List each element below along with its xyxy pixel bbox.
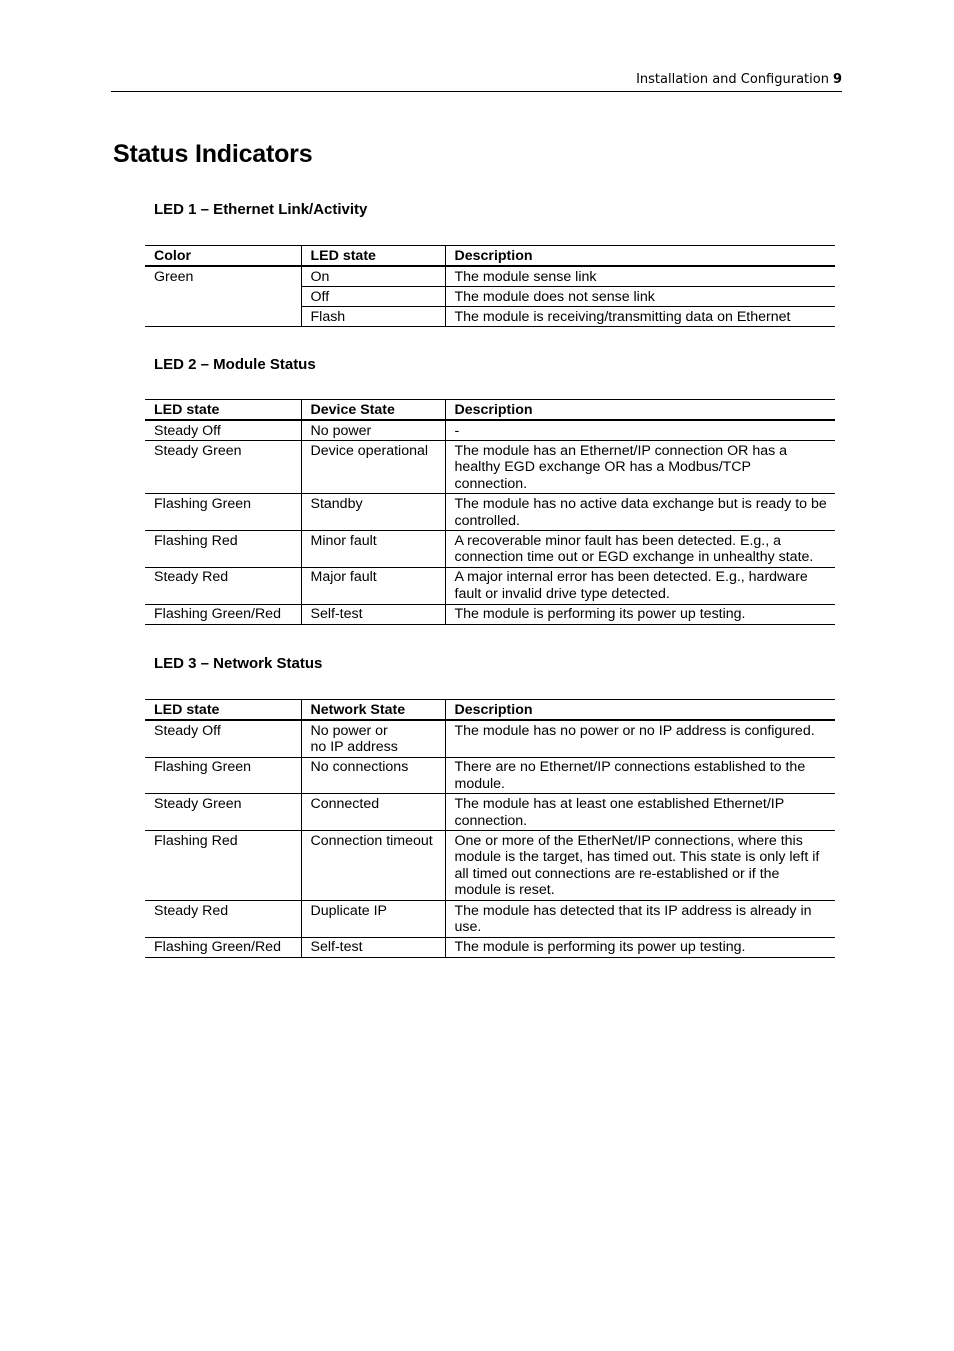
table-header-row bbox=[145, 246, 835, 267]
table-cell: Flashing Green bbox=[145, 494, 301, 531]
column-header: Network State bbox=[301, 700, 445, 721]
column-header: LED state bbox=[145, 700, 301, 721]
table-cell: Flashing Red bbox=[145, 831, 301, 901]
table-header-row bbox=[145, 400, 835, 421]
led1-table bbox=[145, 245, 835, 327]
led2-heading: LED 2 – Module Status bbox=[154, 356, 316, 373]
table-cell: On bbox=[301, 266, 445, 287]
table-cell: The module sense link bbox=[445, 266, 835, 287]
table-cell: The module has no active data exchange but is ready to be controlled. bbox=[445, 494, 835, 531]
column-header: Color bbox=[145, 246, 301, 267]
table-cell: No power bbox=[301, 420, 445, 441]
table-cell: The module has detected that its IP address is already in use. bbox=[445, 901, 835, 938]
header-section-title: Installation and Configuration bbox=[636, 72, 829, 87]
table-row bbox=[145, 604, 835, 624]
column-header: Description bbox=[445, 400, 835, 421]
table-cell: Major fault bbox=[301, 567, 445, 604]
table-cell: Device operational bbox=[301, 441, 445, 494]
table-cell: The module is performing its power up testing. bbox=[445, 937, 835, 957]
table-row bbox=[145, 420, 835, 441]
table-cell: Steady Red bbox=[145, 901, 301, 938]
table-cell: There are no Ethernet/IP connections established to the module. bbox=[445, 757, 835, 794]
table-row bbox=[145, 531, 835, 568]
table-row bbox=[145, 720, 835, 757]
table-cell: Self-test bbox=[301, 937, 445, 957]
table-cell: - bbox=[445, 420, 835, 441]
table-cell: Steady Red bbox=[145, 567, 301, 604]
table-row bbox=[145, 937, 835, 957]
led3-heading: LED 3 – Network Status bbox=[154, 655, 323, 672]
table-cell: Steady Off bbox=[145, 420, 301, 441]
table-cell: One or more of the EtherNet/IP connections, where this module is the target, has timed out. This state is only left if all timed out connections are re-established or if the module is reset. bbox=[445, 831, 835, 901]
page-title: Status Indicators bbox=[113, 140, 313, 168]
table-cell: Flashing Green/Red bbox=[145, 604, 301, 624]
table-cell: Standby bbox=[301, 494, 445, 531]
column-header: LED state bbox=[301, 246, 445, 267]
table-cell: A recoverable minor fault has been detected. E.g., a connection time out or EGD exchange in unhealthy state. bbox=[445, 531, 835, 568]
table-row bbox=[145, 901, 835, 938]
table-cell: The module has an Ethernet/IP connection OR has a healthy EGD exchange OR has a Modbus/TCP connection. bbox=[445, 441, 835, 494]
table-row bbox=[145, 567, 835, 604]
page-number: 9 bbox=[832, 72, 842, 87]
table-row bbox=[145, 494, 835, 531]
table-cell: Minor fault bbox=[301, 531, 445, 568]
led1-color-cell: Green bbox=[145, 266, 301, 327]
table-row bbox=[145, 757, 835, 794]
table-cell: Self-test bbox=[301, 604, 445, 624]
table-cell: Connection timeout bbox=[301, 831, 445, 901]
column-header: Device State bbox=[301, 400, 445, 421]
led2-table bbox=[145, 399, 835, 625]
led3-table bbox=[145, 699, 835, 958]
table-cell: Duplicate IP bbox=[301, 901, 445, 938]
table-cell: The module is performing its power up testing. bbox=[445, 604, 835, 624]
column-header: Description bbox=[445, 700, 835, 721]
page-header bbox=[111, 71, 842, 92]
table-cell: The module has no power or no IP address is configured. bbox=[445, 720, 835, 757]
table-cell: Off bbox=[301, 287, 445, 307]
table-row bbox=[145, 441, 835, 494]
table-row bbox=[145, 266, 835, 287]
led1-heading: LED 1 – Ethernet Link/Activity bbox=[154, 201, 368, 218]
table-cell: Flashing Green/Red bbox=[145, 937, 301, 957]
table-cell: No connections bbox=[301, 757, 445, 794]
table-cell: Flash bbox=[301, 307, 445, 327]
table-cell: Steady Off bbox=[145, 720, 301, 757]
table-header-row bbox=[145, 700, 835, 721]
table-cell: Steady Green bbox=[145, 441, 301, 494]
table-cell: Flashing Red bbox=[145, 531, 301, 568]
table-cell: A major internal error has been detected. E.g., hardware fault or invalid drive type detected. bbox=[445, 567, 835, 604]
table-cell: The module is receiving/transmitting data on Ethernet bbox=[445, 307, 835, 327]
table-cell: The module does not sense link bbox=[445, 287, 835, 307]
table-cell: No power or no IP address bbox=[301, 720, 445, 757]
table-row bbox=[145, 831, 835, 901]
table-row bbox=[145, 794, 835, 831]
table-cell: Flashing Green bbox=[145, 757, 301, 794]
table-cell: Connected bbox=[301, 794, 445, 831]
table-cell: The module has at least one established Ethernet/IP connection. bbox=[445, 794, 835, 831]
table-cell: Steady Green bbox=[145, 794, 301, 831]
column-header: LED state bbox=[145, 400, 301, 421]
column-header: Description bbox=[445, 246, 835, 267]
